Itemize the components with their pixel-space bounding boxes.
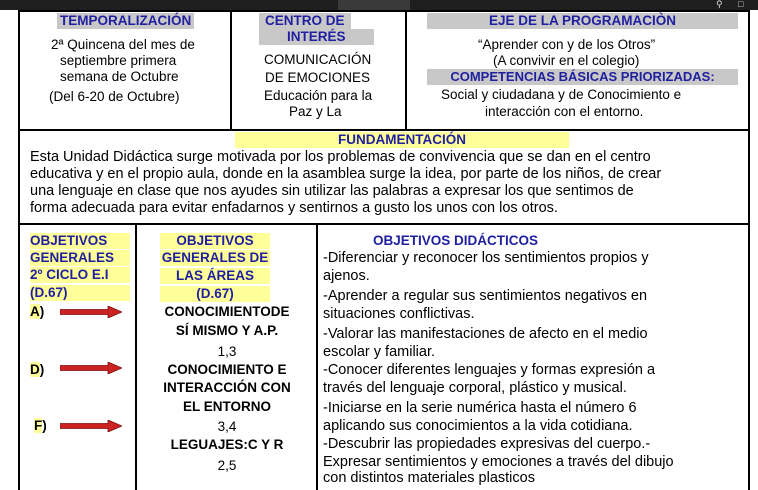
divider	[20, 223, 748, 225]
objetivo-letter: F)	[34, 418, 47, 433]
right-arrow-icon	[60, 306, 122, 318]
centro-interes-line: Paz y La	[289, 104, 342, 119]
objetivo-didactico-line: -Valorar las manifestaciones de afecto en el medio	[323, 326, 648, 342]
objetivos-didacticos-title: OBJETIVOS DIDÁCTICOS	[373, 233, 539, 248]
area-codes: 1,3	[217, 344, 237, 359]
centro-interes-line: DE EMOCIONES	[265, 70, 371, 85]
fundamentacion-line: Esta Unidad Didáctica surge motivada por los problemas de convivencia que se dan en el centro	[30, 149, 651, 165]
centro-interes-line: COMUNICACIÓN	[264, 52, 372, 67]
fundamentacion-line: una lenguaje en clase que nos ayudes sin utilizar las palabras a expresar los que sentimos de	[30, 183, 634, 199]
area-name: EL ENTORNO	[182, 399, 271, 414]
objetivos-areas-title: GENERALES DE	[161, 250, 269, 265]
fundamentacion-line: educativa y en el propio aula, donde en la asamblea surge la idea, por parte de los niños, de crear	[30, 166, 662, 182]
objetivo-didactico-line: través del lenguaje corporal, plástico y musical.	[323, 380, 627, 396]
divider	[20, 129, 748, 131]
objetivo-didactico-line: aplicando sus conocimientos a la vida cotidiana.	[323, 418, 633, 434]
objetivos-generales-title: 2º CICLO E.I	[30, 267, 130, 283]
centro-interes-line: Educación para la	[264, 88, 373, 103]
objetivo-didactico-line: -Conocer diferentes lenguajes y formas expresión a	[323, 362, 656, 378]
competencias-title: COMPETENCIAS BÁSICAS PRIORIZADAS:	[427, 69, 738, 85]
right-arrow-icon	[60, 362, 122, 374]
table-border-top	[20, 10, 748, 12]
eje-title: EJE DE LA PROGRAMACIÒN	[427, 13, 738, 29]
objetivo-didactico-line: -Iniciarse en la serie numérica hasta el número 6	[323, 400, 637, 416]
objetivo-didactico-line: situaciones conflictivas.	[323, 306, 475, 322]
centro-interes-title: INTERÉS	[259, 29, 374, 45]
share-icon[interactable]: □	[738, 0, 744, 9]
objetivos-areas-title: LAS ÁREAS	[160, 268, 270, 284]
area-name: CONOCIMIENTODE	[164, 304, 290, 319]
objetivos-generales-title: (D.67)	[30, 285, 130, 301]
viewer-tab[interactable]	[338, 0, 410, 10]
objetivo-didactico-line: con distintos materiales plasticos	[323, 470, 535, 486]
area-codes: 3,4	[217, 419, 237, 434]
objetivo-didactico-line: escolar y familiar.	[323, 344, 436, 360]
area-name: INTERACCIÓN CON	[163, 380, 291, 395]
objetivo-letter: D)	[30, 362, 45, 377]
eje-line: “Aprender con y de los Otros”	[478, 37, 656, 52]
divider	[405, 10, 407, 130]
objetivo-didactico-line: ajenos.	[323, 268, 370, 284]
centro-interes-title: CENTRO DE	[259, 13, 351, 29]
temporalizacion-title: TEMPORALIZACIÓN	[57, 13, 194, 29]
area-name: CONOCIMIENTO E	[167, 362, 287, 377]
fundamentacion-title: FUNDAMENTACIÓN	[235, 132, 569, 148]
objetivos-areas-title: OBJETIVOS	[160, 233, 270, 249]
competencias-line: Social y ciudadana y de Conocimiento e	[441, 87, 682, 102]
right-arrow-icon	[60, 420, 122, 432]
temporalizacion-line: semana de Octubre	[60, 69, 179, 84]
objetivos-generales-title: GENERALES	[30, 250, 130, 266]
area-codes: 2,5	[217, 458, 237, 473]
objetivos-generales-title: OBJETIVOS	[30, 233, 130, 249]
eje-line: (A convivir en el colegio)	[493, 53, 640, 68]
area-name: SÍ MISMO Y A.P.	[175, 323, 279, 338]
competencias-line: interacción con el entorno.	[485, 104, 644, 119]
objetivo-didactico-line: -Descubrir las propiedades expresivas del cuerpo.-	[323, 436, 651, 452]
fundamentacion-line: forma adecuada para evitar enfadarnos y sentirnos a gusto los unos con los otros.	[30, 200, 558, 216]
search-icon[interactable]: ⚲	[716, 0, 723, 9]
objetivo-didactico-line: -Diferenciar y reconocer los sentimientos propios y	[323, 250, 649, 266]
temporalizacion-line: septiembre primera	[60, 53, 177, 68]
objetivos-areas-title: (D.67)	[160, 286, 270, 302]
viewer-top-bar	[0, 0, 758, 10]
temporalizacion-line: 2ª Quincena del mes de	[51, 37, 195, 52]
objetivo-didactico-line: Expresar sentimientos y emociones a través del dibujo	[323, 454, 674, 470]
objetivo-didactico-line: -Aprender a regular sus sentimientos negativos en	[323, 288, 648, 304]
divider	[230, 10, 232, 130]
area-name: LEGUAJES:C Y R	[170, 437, 284, 452]
objetivo-letter: A)	[30, 304, 45, 319]
temporalizacion-line: (Del 6-20 de Octubre)	[49, 89, 180, 104]
